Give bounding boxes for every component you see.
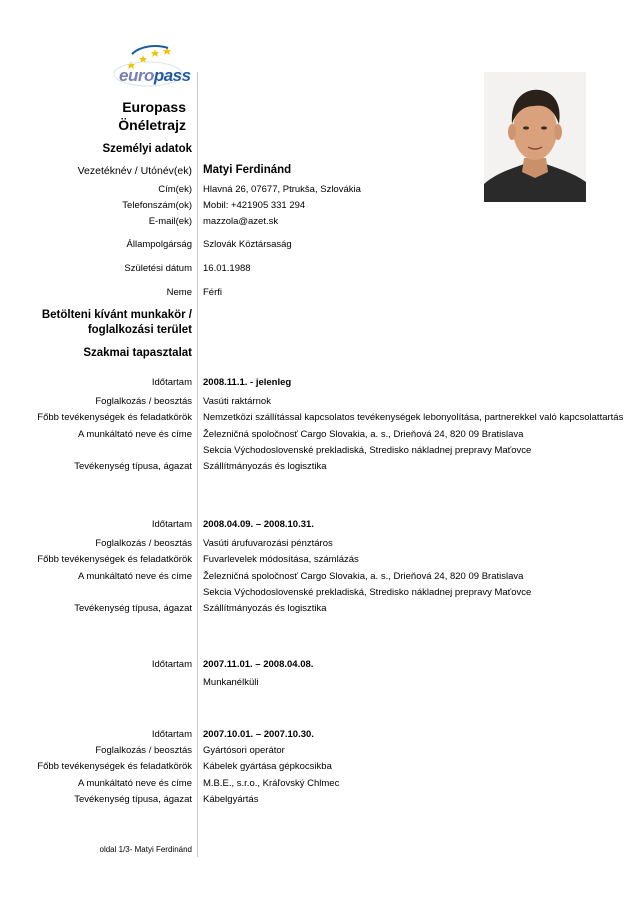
citizenship-label: Állampolgárság (126, 239, 192, 250)
employer-label: A munkáltató neve és címe (77, 571, 192, 582)
column-divider (197, 72, 198, 857)
employer-label: A munkáltató neve és címe (77, 778, 192, 789)
duties-value: Nemzetközi szállítással kapcsolatos tevékenységek lebonyolítása, partnerekkel való kapcsolattartás (203, 412, 624, 423)
desired-position-line1: Betölteni kívánt munkakör / (41, 309, 192, 321)
cv-title-line2: Önéletrajz (118, 117, 186, 133)
duties-value: Kábelek gyártása gépkocsikba (203, 761, 332, 772)
section-heading-experience: Szakmai tapasztalat (83, 347, 192, 359)
address-label: Cím(ek) (158, 184, 192, 195)
position-value: Gyártósori operátor (203, 745, 285, 756)
page-footer: oldal 1/3- Matyi Ferdinánd (99, 845, 192, 854)
sector-value: Kábelgyártás (203, 794, 259, 805)
duties-value: Fuvarlevelek módosítása, számlázás (203, 554, 359, 565)
employer-value-line1: Železničná spoločnosť Cargo Slovakia, a. s., Drieňová 24, 820 09 Bratislava (203, 571, 524, 582)
email-label: E-mail(ek) (148, 216, 192, 227)
email-value: mazzola@azet.sk (203, 216, 279, 227)
position-label: Foglalkozás / beosztás (95, 396, 192, 407)
name-value: Matyi Ferdinánd (203, 164, 292, 176)
sector-value: Szállítmányozás és logisztika (203, 461, 327, 472)
duties-label: Főbb tevékenységek és feladatkörök (37, 412, 192, 423)
position-value: Vasúti árufuvarozási pénztáros (203, 538, 333, 549)
birth-value: 16.01.1988 (203, 263, 251, 274)
profile-photo (484, 72, 586, 202)
employer-label: A munkáltató neve és címe (77, 429, 192, 440)
employer-value-line2: Sekcia Východoslovenské prekladiská, Stredisko nákladnej prepravy Maťovce (203, 587, 532, 598)
birth-label: Születési dátum (124, 263, 192, 274)
phone-value: Mobil: +421905 331 294 (203, 200, 306, 211)
cv-title-line1: Europass (122, 99, 186, 115)
period-label: Időtartam (151, 377, 192, 388)
duties-label: Főbb tevékenységek és feladatkörök (37, 554, 192, 565)
name-label: Vezetéknév / Utónév(ek) (77, 165, 192, 177)
position-label: Foglalkozás / beosztás (95, 745, 192, 756)
sector-label: Tevékenység típusa, ágazat (74, 794, 192, 805)
desired-position-line2: foglalkozási terület (87, 324, 192, 336)
employer-value: M.B.E., s.r.o., Kráľovský Chlmec (203, 778, 340, 789)
period-label: Időtartam (151, 729, 192, 740)
sector-label: Tevékenység típusa, ágazat (74, 603, 192, 614)
position-label: Foglalkozás / beosztás (95, 538, 192, 549)
period-value: 2007.10.01. – 2007.10.30. (203, 729, 314, 740)
duties-label: Főbb tevékenységek és feladatkörök (37, 761, 192, 772)
gender-value: Férfi (203, 287, 222, 298)
phone-label: Telefonszám(ok) (122, 200, 192, 211)
europass-wordmark: europass (119, 66, 191, 85)
gender-label: Neme (166, 287, 192, 298)
sector-value: Szállítmányozás és logisztika (203, 603, 327, 614)
citizenship-value: Szlovák Köztársaság (203, 239, 292, 250)
period-label: Időtartam (151, 519, 192, 530)
period-label: Időtartam (151, 659, 192, 670)
address-value: Hlavná 26, 07677, Ptrukša, Szlovákia (203, 184, 361, 195)
period-value: 2008.04.09. – 2008.10.31. (203, 519, 314, 530)
employer-value-line1: Železničná spoločnosť Cargo Slovakia, a. s., Drieňová 24, 820 09 Bratislava (203, 429, 524, 440)
period-value: 2008.11.1. - jelenleg (203, 377, 292, 388)
employer-value-line2: Sekcia Východoslovenské prekladiská, Stredisko nákladnej prepravy Maťovce (203, 445, 532, 456)
period-value: 2007.11.01. – 2008.04.08. (203, 659, 314, 670)
position-value: Vasúti raktárnok (203, 396, 271, 407)
sector-label: Tevékenység típusa, ágazat (74, 461, 192, 472)
unemployed-note: Munkanélküli (203, 677, 259, 688)
section-heading-personal: Személyi adatok (102, 143, 192, 155)
